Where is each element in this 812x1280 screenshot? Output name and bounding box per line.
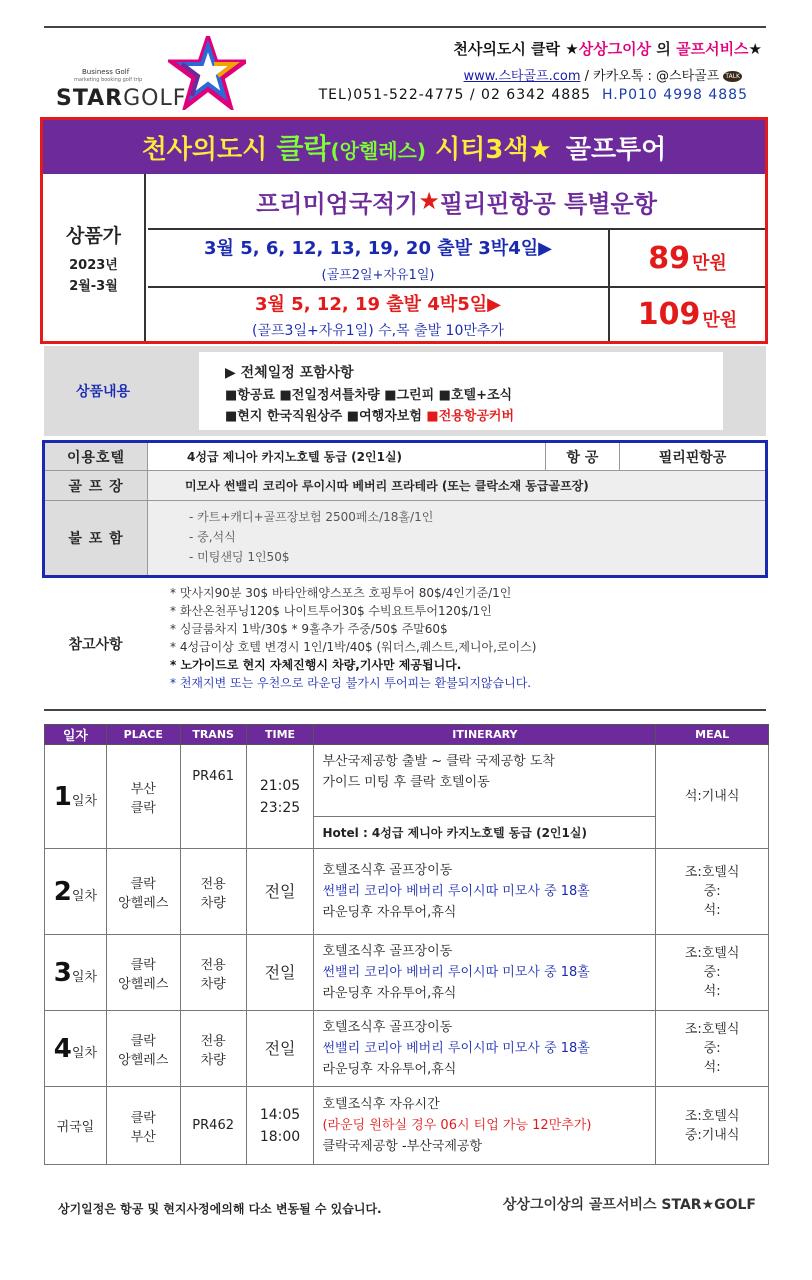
airline-banner: 프리미엄국적기 ★ 필리핀항공 특별운항 — [256, 187, 657, 218]
price-89: 89 만원 — [608, 230, 765, 286]
logo-wordmark — [56, 86, 186, 111]
day1-row: 1일차 부산 클락 PR461 21:05 23:25 부산국제공항 출발 ~ 클락 국제공항 도착 가이드 미팅 후 클락 호텔이동 석:기내식 — [45, 745, 769, 817]
logo-tagline: Business Golf — [82, 68, 130, 76]
footer-brand: 상상그이상의 골프서비스 STAR★GOLF — [502, 1197, 756, 1213]
price-109: 109 만원 — [608, 288, 765, 341]
option-4n5d: 3월 5, 12, 19 출발 4박5일▶ (골프3일+자유1일) 수,목 출발 10만추가 109 만원 — [148, 286, 765, 341]
info-box — [42, 440, 768, 578]
included-list: ▶ 전체일정 포함사항 ■항공료 ■전일정셔틀차량 ■그린피 ■호텔+조식 ■현지 한국직원상주 ■여행자보험 ■전용항공커버 — [199, 352, 723, 430]
day4-row: 4일차 클락 앙헬레스 전용 차량 전일 호텔조식후 골프장이동 썬밸리 코리아 베버리 루이시따 미모사 중 18홀 라운딩후 자유투어,휴식 조:호텔식 중: 석: — [45, 1011, 769, 1087]
logo-star-text: STAR — [56, 86, 124, 111]
header-phones: TEL)051-522-4775 / 02 6342 4885 H.P010 4998 4885 — [318, 87, 748, 103]
price-label-cell: 상품가 2023년 2월-3월 — [43, 174, 146, 341]
day2-row: 2일차 클락 앙헬레스 전용 차량 전일 호텔조식후 골프장이동 썬밸리 코리아 베버리 루이시따 미모사 중 18홀 라운딩후 자유투어,휴식 조:호텔식 중: 석: — [45, 849, 769, 935]
itinerary-table — [44, 724, 769, 1165]
day3-row: 3일차 클락 앙헬레스 전용 차량 전일 호텔조식후 골프장이동 썬밸리 코리아 베버리 루이시따 미모사 중 18홀 라운딩후 자유투어,휴식 조:호텔식 중: 석: — [45, 935, 769, 1011]
header-contacts: www.스타골프.com / 카카오톡 : @스타골프 TALK — [463, 69, 740, 84]
hotel-info: Hotel : 4성급 제니아 카지노호텔 동급 (2인1실) — [314, 817, 656, 849]
top-divider — [44, 26, 766, 28]
website-link[interactable]: www.스타골프.com — [463, 69, 581, 84]
itinerary-header: 일자 PLACE TRANS TIME ITINERARY MEAL — [45, 725, 769, 745]
stargolf-logo — [50, 34, 250, 114]
header-slogan: 천사의도시 클락 ★상상그이상 의 골프서비스★ — [453, 40, 762, 58]
product-title: 천사의도시 클락(앙헬레스) 시티3색★ 골프투어 — [43, 120, 765, 174]
hotel-row: 이용호텔 4성급 제니아 카지노호텔 동급 (2인1실) 항 공 필리핀항공 — [45, 443, 765, 471]
logo-golf-text: GOLF — [123, 86, 187, 111]
excluded-row: 불 포 함 - 카트+캐디+골프장보험 2500페소/18홀/1인 - 중,석식 - 미팅샌딩 1인50$ — [45, 501, 765, 575]
mid-divider — [44, 709, 766, 711]
logo-subtagline: marketing booking golf trip — [74, 77, 143, 83]
footer-disclaimer: 상기일정은 항공 및 현지사정에의해 다소 변동될 수 있습니다. — [58, 1202, 382, 1216]
notes-section: 참고사항 * 맛사지90분 30$ 바타안해양스포츠 호핑투어 80$/4인기준/1인 * 화산온천푸닝120$ 나이트투어30$ 수빅요트투어120$/1인 * 싱글룸차지 1박/30$ * 9홀추가 주중/50$ 주말60$ * 4성급이상 호텔 변경시 1인/1박/40$ (워더스,퀘스트,제니아,로이스) * 노가이드로 현지 자체진행시 차량,기사만 제공됩니다. * 천재지변 또는 우천으로 라운딩 불가시 투어피는 환불되지않습니다. — [68, 586, 537, 690]
option-3n4d: 3월 5, 6, 12, 13, 19, 20 출발 3박4일▶ (골프2일+자유1일) 89 만원 — [148, 228, 765, 286]
product-box — [40, 117, 768, 344]
return-day-row: 귀국일 클락 부산 PR462 14:05 18:00 호텔조식후 자유시간 (라운딩 원하실 경우 06시 티업 가능 12만추가) 클락국제공항 -부산국제공항 조:호텔식 중:기내식 — [45, 1087, 769, 1165]
included-section: 상품내용 ▶ 전체일정 포함사항 ■항공료 ■전일정셔틀차량 ■그린피 ■호텔+조식 ■현지 한국직원상주 ■여행자보험 ■전용항공커버 — [44, 346, 766, 436]
header — [44, 30, 766, 114]
kakaotalk-icon: TALK — [725, 73, 740, 80]
golf-row: 골 프 장 미모사 썬밸리 코리아 루이시따 베버리 프라테라 (또는 클락소재 동급골프장) — [45, 471, 765, 501]
